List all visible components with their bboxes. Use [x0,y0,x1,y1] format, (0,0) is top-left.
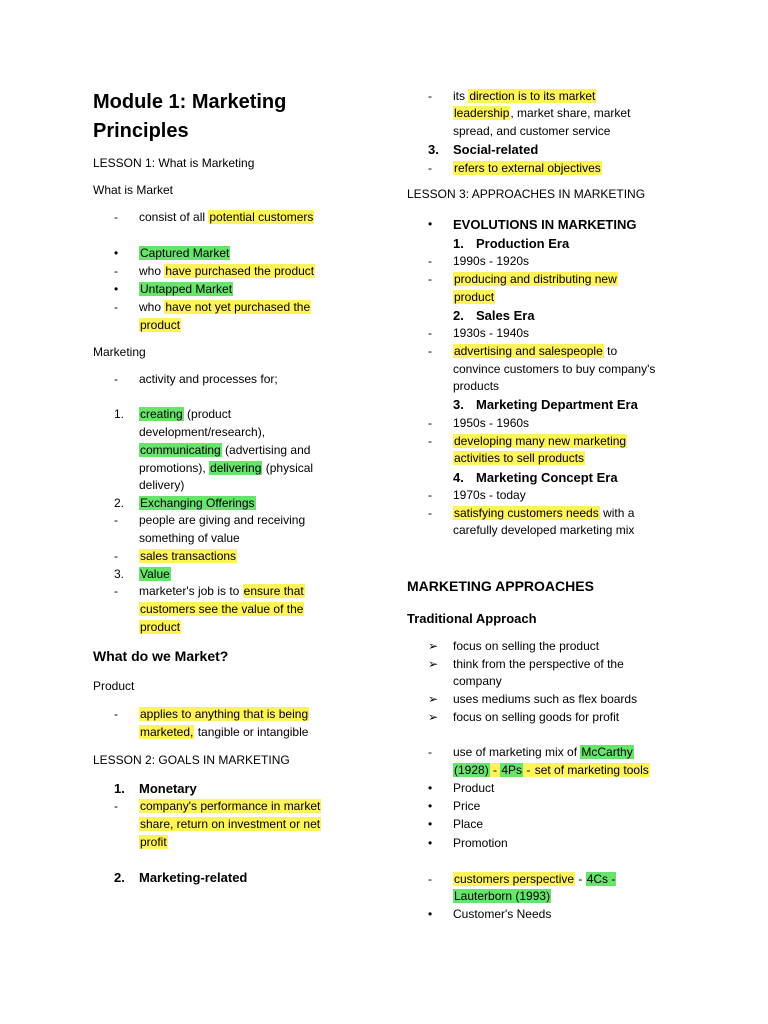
marketing-related-heading: Marketing-related [139,870,248,885]
list-dash: - [428,326,432,340]
arrow-bullet-icon: ➢ [428,639,439,653]
highlight: product [140,318,181,332]
arrow-bullet-icon: ➢ [428,692,439,706]
list-dash: - [114,549,118,563]
list-dash: - [114,264,118,278]
advertising-line1 [453,343,617,360]
producing-line2 [453,289,495,306]
applies-line2 [139,724,308,741]
arrow-bullet-icon: ➢ [428,710,439,724]
list-dash: - [114,707,118,721]
highlight: company's performance in market [140,799,321,813]
highlight: delivering [210,461,262,475]
dev-research-line: development/research), [139,425,266,439]
highlight: customers see the value of the [140,602,304,616]
lesson2-heading: LESSON 2: GOALS IN MARKETING [93,753,290,767]
list-number: 1. [114,781,125,796]
advertising-line3: products [453,379,500,393]
highlight: potential customers [209,210,314,224]
text: consist of all [139,210,209,224]
what-do-we-market-heading: What do we Market? [93,648,229,664]
list-number: 4. [453,470,464,485]
direction-line2 [453,105,630,122]
text: with a [599,506,635,520]
highlight: ensure that [243,584,304,598]
module-title-line2: Principles [93,120,189,142]
production-years: 1990s - 1920s [453,254,530,268]
goods-line: focus on selling goods for profit [453,710,620,724]
marketing-approaches-heading: MARKETING APPROACHES [407,578,594,594]
list-dash: - [428,344,432,358]
highlight: creating [140,407,183,421]
text: its [453,89,469,103]
people-line2: something of value [139,531,240,545]
highlight: Lauterborn (1993) [454,889,551,903]
highlight: satisfying customers needs [454,506,599,520]
text: use of marketing mix of [453,745,581,759]
list-bullet: • [114,246,119,260]
list-dash: - [428,434,432,448]
external-objectives [453,160,602,177]
list-dash: - [114,513,118,527]
social-related-heading: Social-related [453,142,539,157]
developing-line2 [453,450,585,467]
highlight: set of marketing tools [534,763,649,777]
list-bullet: • [428,836,433,850]
evolutions-heading: EVOLUTIONS IN MARKETING [453,217,637,232]
list-bullet: • [428,907,433,921]
list-number: 2. [453,308,464,323]
think-line2: company [453,674,502,688]
highlight: Exchanging Offerings [140,496,255,510]
applies-line1 [139,706,309,723]
highlight: leadership [454,106,510,120]
arrow-bullet-icon: ➢ [428,657,439,671]
spread-line: spread, and customer service [453,124,611,138]
text: - [523,763,534,777]
text: (product [183,407,232,421]
list-dash: - [428,506,432,520]
text: to [603,344,618,358]
list-number: 2. [114,496,125,510]
delivery-line: delivery) [139,478,185,492]
text: - [575,872,586,886]
highlight: Captured Market [140,246,230,260]
text: tangible or intangible [194,725,309,739]
list-dash: - [428,745,432,759]
text: who [139,264,165,278]
who-not-purchased-line2 [139,317,181,334]
customers-perspective-line1 [453,871,616,888]
list-dash: - [428,416,432,430]
highlight: refers to external objectives [454,161,601,175]
product-heading: Product [93,679,135,693]
highlight: customers perspective [454,872,575,886]
performance-line3 [139,834,168,851]
satisfying-line1 [453,505,634,522]
job-line2 [139,601,304,618]
what-is-market-heading: What is Market [93,183,174,197]
mediums-line: uses mediums such as flex boards [453,692,638,706]
highlight: product [140,620,181,634]
highlight: McCarthy [581,745,633,759]
mktdept-years: 1950s - 1960s [453,416,530,430]
marketing-concept-era: Marketing Concept Era [476,470,618,485]
value-item [139,566,171,583]
list-dash: - [114,584,118,598]
list-dash: - [428,161,432,175]
list-dash: - [114,300,118,314]
monetary-heading: Monetary [139,781,197,796]
list-bullet: • [114,282,119,296]
list-number: 3. [114,567,125,581]
list-bullet: • [428,217,433,231]
highlight: profit [140,835,167,849]
list-number: 3. [428,142,439,157]
highlight: product [454,290,495,304]
highlight: 4Cs - [586,872,616,886]
text: (physical [262,461,314,475]
list-number: 2. [114,870,125,885]
list-dash: - [428,488,432,502]
list-dash: - [428,872,432,886]
list-dash: - [114,210,118,224]
list-dash: - [114,799,118,813]
highlight: 4Ps [501,763,523,777]
communicating-line [139,442,310,459]
text: promotions), [139,461,210,475]
list-bullet: • [428,781,433,795]
sales-years: 1930s - 1940s [453,326,530,340]
highlight: have purchased the product [165,264,315,278]
lesson1-heading: LESSON 1: What is Marketing [93,156,255,170]
creating-line [139,406,231,423]
advertising-line2: convince customers to buy company's [453,362,656,376]
highlight: Value [140,567,170,581]
highlight: marketed, [140,725,194,739]
text: who [139,300,165,314]
customers-needs: Customer's Needs [453,907,552,921]
list-number: 1. [453,236,464,251]
highlight: share, return on investment or net [140,817,321,831]
who-not-purchased-line1 [139,299,311,316]
producing-line1 [453,271,618,288]
lesson3-heading: LESSON 3: APPROACHES IN MARKETING [407,187,646,201]
list-dash: - [114,372,118,386]
p-place: Place [453,817,484,831]
performance-line1 [139,798,321,815]
list-dash: - [428,89,432,103]
job-line3 [139,619,181,636]
module-title-line1: Module 1: Marketing [93,91,287,113]
production-era: Production Era [476,236,570,251]
direction-line1 [453,88,596,105]
list-number: 3. [453,397,464,412]
text: marketer's job is to [139,584,243,598]
marketing-mix-line1 [453,744,634,761]
list-bullet: • [428,799,433,813]
untapped-market [139,281,233,298]
highlight: applies to anything that is being [140,707,309,721]
highlight: have not yet purchased the [165,300,311,314]
performance-line2 [139,816,321,833]
satisfying-line2: carefully developed marketing mix [453,523,635,537]
highlight: Untapped Market [140,282,233,296]
sales-era: Sales Era [476,308,535,323]
text: , market share, market [510,106,631,120]
list-bullet: • [428,817,433,831]
highlight: direction is to its market [469,89,596,103]
list-dash: - [428,254,432,268]
text: - [489,763,501,777]
marketing-department-era: Marketing Department Era [476,397,638,412]
sales-transactions [139,548,237,565]
marketing-mix-line2 [453,762,650,779]
marketing-heading: Marketing [93,345,146,359]
p-product: Product [453,781,495,795]
delivering-line [139,460,313,477]
who-purchased-line [139,263,315,280]
concept-years: 1970s - today [453,488,526,502]
activity-line: activity and processes for; [139,372,278,386]
job-line1 [139,583,305,600]
list-number: 1. [114,407,125,421]
traditional-approach-heading: Traditional Approach [407,611,537,626]
consist-line [139,209,314,226]
exchanging-offerings [139,495,256,512]
list-dash: - [428,272,432,286]
highlight: (1928) [454,763,489,777]
focus-selling-line: focus on selling the product [453,639,600,653]
highlight: activities to sell products [454,451,585,465]
developing-line1 [453,433,627,450]
p-promotion: Promotion [453,836,508,850]
customers-perspective-line2 [453,888,551,905]
people-line1: people are giving and receiving [139,513,306,527]
highlight: communicating [140,443,221,457]
think-line1: think from the perspective of the [453,657,624,671]
p-price: Price [453,799,481,813]
highlight: sales transactions [140,549,237,563]
captured-market [139,245,230,262]
highlight: producing and distributing new [454,272,617,286]
highlight: developing many new marketing [454,434,627,448]
highlight: advertising and salespeople [454,344,603,358]
text: (advertising and [221,443,311,457]
